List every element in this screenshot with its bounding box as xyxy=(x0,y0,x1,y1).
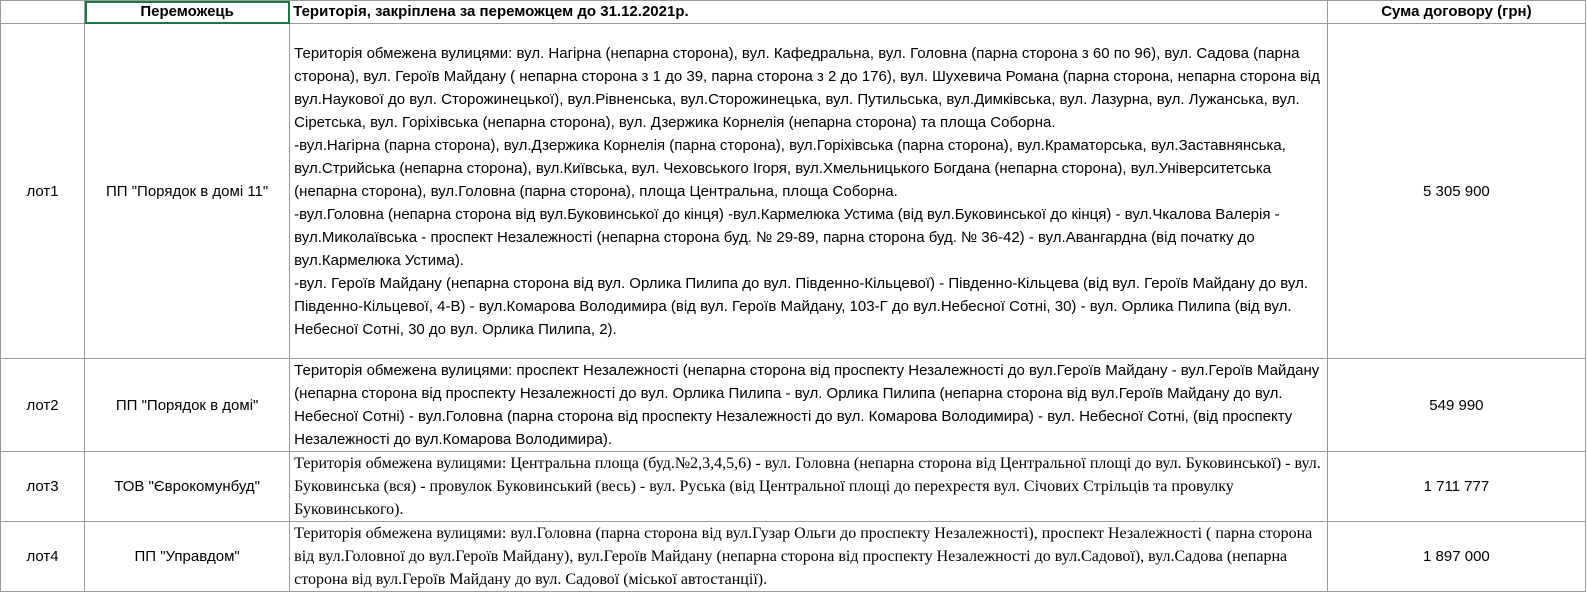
territory-cell[interactable] xyxy=(290,522,1328,592)
header-cell-territory[interactable]: Територія, закріплена за переможцем до 31.12.2021р. xyxy=(290,1,1328,24)
header-cell-amount[interactable]: Сума договору (грн) xyxy=(1327,1,1585,24)
territory-cell[interactable] xyxy=(290,359,1328,452)
territory-paragraph: Територія обмежена вулицями: вул.Головна (парна сторона від вул.Гузар Ольги до проспекту Незалежності), проспект Незалежності ( парна сторона від вул.Головної до вул.Героїв Майдану), вул.Героїв Майдану (непарна сторона від проспекту Незалежності до вул.Садової), вул.Садова (непарна сторона від вул.Героїв Майдану до вул. Садової (міської автостанції). xyxy=(294,525,1313,588)
lot-cell[interactable]: лот4 xyxy=(1,522,85,592)
amount-cell[interactable]: 5 305 900 xyxy=(1327,24,1585,359)
lot-cell[interactable]: лот3 xyxy=(1,452,85,522)
winner-cell[interactable]: ПП "Управдом" xyxy=(85,522,290,592)
winner-cell[interactable]: ТОВ "Єврокомунбуд" xyxy=(85,452,290,522)
territory-cell[interactable] xyxy=(290,452,1328,522)
winner-cell[interactable]: ПП "Порядок в домі 11" xyxy=(85,24,290,359)
territory-paragraph: -вул.Головна (непарна сторона від вул.Буковинської до кінця) -вул.Кармелюка Устима (від вул.Буковинської до кінця) - вул.Чкалова Валерія - вул.Миколаївська - проспект Незалежності (непарна сторона буд. № 29-89, парна сторона буд. № 36-42) - вул.Авангардна (від початку до вул.Кармелюка Устима). xyxy=(294,205,1280,269)
territory-paragraph: -вул.Нагірна (парна сторона), вул.Дзержика Корнелія (парна сторона), вул.Горіхівська (парна сторона), вул.Краматорська, вул.Заставнянська, вул.Стрийська (непарна сторона), вул.Київська, вул. Чеховського Ігоря, вул.Хмельницького Богдана (непарна сторона), вул.Університетська (непарна сторона), вул.Головна (парна сторона), площа Центральна, площа Соборна. xyxy=(294,136,1286,200)
amount-cell[interactable]: 1 711 777 xyxy=(1327,452,1585,522)
amount-cell[interactable]: 549 990 xyxy=(1327,359,1585,452)
header-cell-lot[interactable] xyxy=(1,1,85,24)
territory-paragraph: Територія обмежена вулицями: Центральна площа (буд.№2,3,4,5,6) - вул. Головна (непарна сторона від Центральної площі до вул. Буковинської) - вул. Буковинська (вся) - провулок Буковинський (весь) - вул. Руська (від Центральної площі до перехрестя вул. Січових Стрільців та провулку Буковинського). xyxy=(294,455,1321,518)
territory-paragraph: -вул. Героїв Майдану (непарна сторона від вул. Орлика Пилипа до вул. Південно-Кільцевої) - Південно-Кільцева (від вул. Героїв Майдану до вул. Південно-Кільцевої, 4-В) - вул.Комарова Володимира (від вул. Героїв Майдану, 103-Г до вул.Небесної Сотні, 30) - вул. Орлика Пилипа (від вул. Небесної Сотні, 30 до вул. Орлика Пилипа, 2). xyxy=(294,274,1308,338)
header-cell-winner[interactable]: Переможець xyxy=(85,1,290,24)
table-row xyxy=(1,452,1586,522)
lot-cell[interactable]: лот1 xyxy=(1,24,85,359)
winner-cell[interactable]: ПП "Порядок в домі" xyxy=(85,359,290,452)
lot-cell[interactable]: лот2 xyxy=(1,359,85,452)
territory-paragraph: Територія обмежена вулицями: вул. Нагірна (непарна сторона), вул. Кафедральна, вул. Головна (парна сторона з 60 по 96), вул. Садова (парна сторона), вул. Героїв Майдану ( непарна сторона з 1 до 39, парна сторона з 2 до 176), вул. Шухевича Романа (парна сторона, непарна сторона від вул.Наукової до вул. Сторожинецької), вул.Рівненська, вул.Сторожинецька, вул. Путильська, вул.Димківська, вул. Лазурна, вул. Лужанська, вул. Сіретська, вул. Горіхівська (непарна сторона), вул. Дзержика Корнелія (непарна сторона) та площа Соборна. xyxy=(294,44,1320,131)
table-row xyxy=(1,522,1586,592)
amount-cell[interactable]: 1 897 000 xyxy=(1327,522,1585,592)
table-row xyxy=(1,24,1586,359)
header-row xyxy=(1,1,1586,24)
territory-cell[interactable] xyxy=(290,24,1328,359)
table-row xyxy=(1,359,1586,452)
territory-paragraph: Територія обмежена вулицями: проспект Незалежності (непарна сторона від проспекту Незалежності до вул.Героїв Майдану - вул.Героїв Майдану (непарна сторона від проспекту Незалежності до вул. Орлика Пилипа - вул. Орлика Пилипа (непарна сторона від вул.Героїв Майдану до вул. Небесної Сотні) - вул.Головна (парна сторона від проспекту Незалежності до вул. Комарова Володимира) - вул. Небесної Сотні, (від проспекту Незалежності до вул.Комарова Володимира). xyxy=(294,362,1320,448)
